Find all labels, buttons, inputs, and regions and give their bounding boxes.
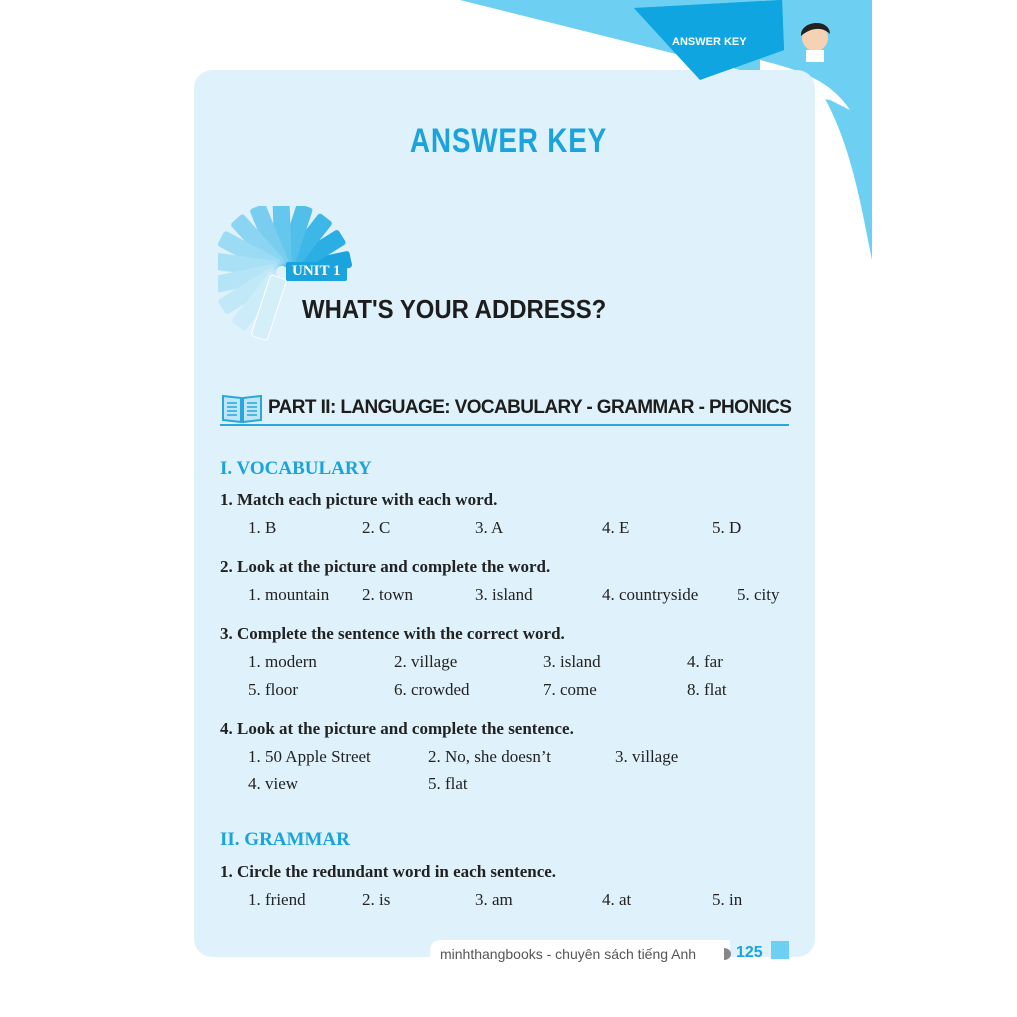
- question-heading: 1. Match each picture with each word.: [220, 490, 498, 509]
- question-heading: 1. Circle the redundant word in each sentence.: [220, 862, 557, 881]
- answer-row: [248, 585, 808, 607]
- answer: 5. flat: [428, 774, 468, 793]
- answer: 5. in: [712, 890, 743, 909]
- answer-row: [248, 680, 808, 702]
- part-heading: [220, 392, 792, 426]
- page-title: ANSWER KEY: [409, 122, 608, 160]
- answer: 5. floor: [248, 680, 299, 699]
- answer: 2. is: [362, 890, 391, 909]
- question-heading: 3. Complete the sentence with the correct word.: [220, 624, 565, 643]
- answer: 5. D: [712, 518, 742, 537]
- answer: 3. am: [475, 890, 513, 909]
- part-title: PART II: LANGUAGE: VOCABULARY - GRAMMAR - PHONICS: [268, 397, 792, 418]
- answer: 1. 50 Apple Street: [248, 747, 371, 766]
- answer: 3. island: [475, 585, 533, 604]
- answer: 3. island: [543, 652, 601, 671]
- answer: 4. E: [602, 518, 630, 537]
- panel-overlay: [0, 0, 1017, 200]
- answer: 3. village: [615, 747, 679, 766]
- answer: 7. come: [543, 680, 597, 699]
- page-number: 125: [736, 944, 763, 961]
- answer: 4. countryside: [602, 585, 699, 604]
- vocabulary-heading: I. VOCABULARY: [220, 458, 372, 479]
- answer-row: [248, 518, 808, 540]
- answer-row: [248, 747, 808, 769]
- open-book-icon: [220, 392, 264, 424]
- answer: 2. village: [394, 652, 458, 671]
- answer: 1. modern: [248, 652, 317, 671]
- answer: 1. friend: [248, 890, 306, 909]
- unit-badge: UNIT 1: [286, 262, 347, 281]
- unit-title: WHAT'S YOUR ADDRESS?: [302, 294, 607, 324]
- answer: 2. No, she doesn’t: [428, 747, 551, 766]
- answer: 1. B: [248, 518, 277, 537]
- answer: 4. view: [248, 774, 299, 793]
- answer-row: [248, 890, 808, 912]
- answer: 2. town: [362, 585, 413, 604]
- answer: 1. mountain: [248, 585, 330, 604]
- answer-row: [248, 774, 808, 796]
- page-tab-marker: [771, 941, 789, 959]
- answer-key-tab-label: ANSWER KEY: [672, 36, 747, 48]
- half-circle-icon: [723, 947, 732, 961]
- answer: 5. city: [737, 585, 780, 604]
- answer: 4. far: [687, 652, 723, 671]
- answer: 3. A: [475, 518, 504, 537]
- question-heading: 4. Look at the picture and complete the sentence.: [220, 719, 574, 738]
- answer-row: [248, 652, 808, 674]
- grammar-heading: II. GRAMMAR: [220, 829, 350, 850]
- content-panel: [194, 70, 815, 957]
- answer: 4. at: [602, 890, 632, 909]
- answer: 8. flat: [687, 680, 727, 699]
- footer-text: minhthangbooks - chuyên sách tiếng Anh: [440, 946, 697, 962]
- question-heading: 2. Look at the picture and complete the word.: [220, 557, 551, 576]
- answer: 6. crowded: [394, 680, 470, 699]
- answer: 2. C: [362, 518, 391, 537]
